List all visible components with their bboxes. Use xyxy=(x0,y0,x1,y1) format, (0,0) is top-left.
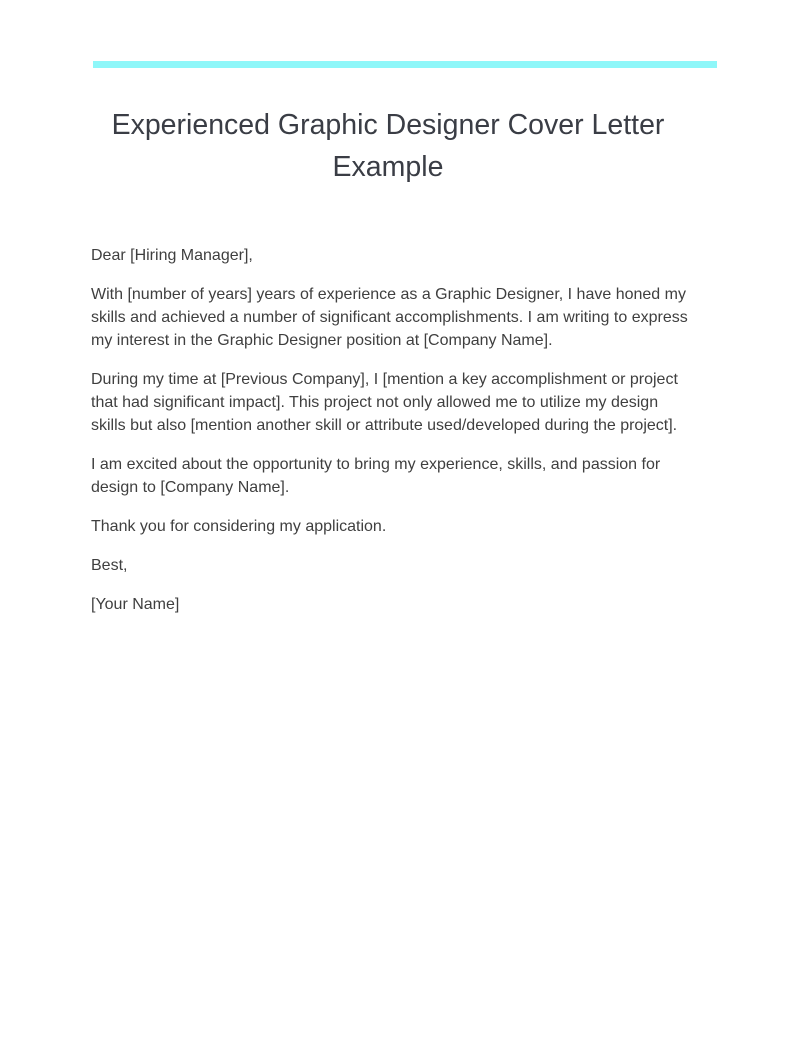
page-title: Experienced Graphic Designer Cover Letter Example xyxy=(111,109,665,183)
letter-body xyxy=(91,244,691,632)
signature: [Your Name] xyxy=(91,596,180,613)
accent-bar xyxy=(93,61,717,68)
letter-paragraph-4: Thank you for considering my application. xyxy=(91,518,387,535)
closing: Best, xyxy=(91,557,128,574)
letter-paragraph-2: During my time at [Previous Company], I [mention a key accomplishment or project that had significant impact]. This project not only allowed me to utilize my design skills but also [mention another skill or attribute used/developed during the project]. xyxy=(91,371,678,434)
salutation: Dear [Hiring Manager], xyxy=(91,247,253,264)
letter-paragraph-1: With [number of years] years of experience as a Graphic Designer, I have honed my skills and achieved a number of significant accomplishments. I am writing to express my interest in the Graphic Designer position at [Company Name]. xyxy=(91,286,688,349)
letter-paragraph-3: I am excited about the opportunity to bring my experience, skills, and passion for design to [Company Name]. xyxy=(91,456,661,496)
